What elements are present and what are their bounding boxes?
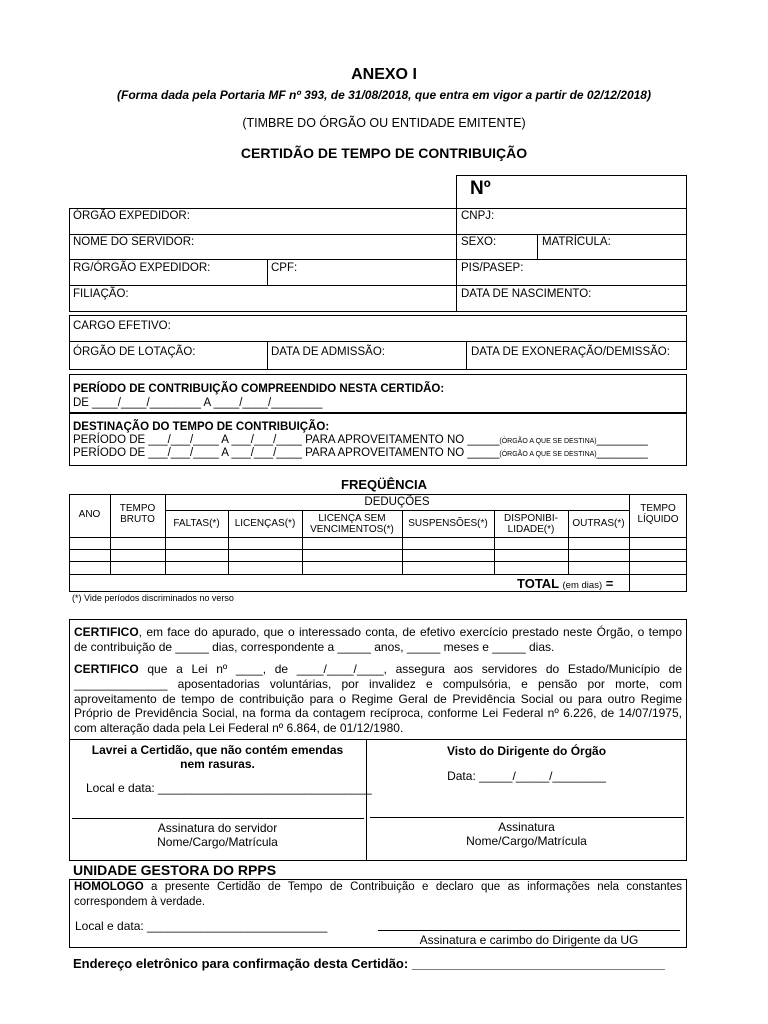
col-tempo-liquido: TEMPO LÍQUIDO [637,503,679,525]
matricula-label: MATRÍCULA: [542,236,611,248]
document-title: CERTIDÃO DE TEMPO DE CONTRIBUIÇÃO [240,145,528,161]
total-label: TOTAL (em dias) = [517,576,614,591]
orgao-expedidor-label: ÓRGÃO EXPEDIDOR: [73,210,190,222]
frequencia-title: FREQÜÊNCIA [341,477,427,492]
sexo-label: SEXO: [461,236,497,248]
local-data-ug: Local e data: ___________________________ [75,919,328,933]
assinatura-ug: Assinatura e carimbo do Dirigente da UG [419,933,639,947]
unidade-gestora-heading: UNIDADE GESTORA DO RPPS [73,862,277,878]
lotacao-label: ÓRGÃO DE LOTAÇÃO: [73,346,196,358]
cnpj-label: CNPJ: [461,210,495,222]
endereco-eletronico: Endereço eletrônico para confirmação desta Certidão: ___________________________________ [73,956,665,971]
annex-title: ANEXO I [351,66,417,83]
visto-dirigente: Visto do Dirigente do Órgão [446,744,607,758]
assinatura-servidor: Assinatura do servidor Nome/Cargo/Matrícula [157,821,278,849]
col-deducoes: DEDUÇÕES [364,496,430,508]
local-data-servidor: Local e data: ________________________________ [86,781,372,795]
periodo-line: DE ____/____/________ A ____/____/________ [73,397,323,409]
nome-servidor-label: NOME DO SERVIDOR: [73,236,195,248]
cpf-label: CPF: [271,262,298,274]
destinacao-line-1: PERÍODO DE ___/___/____ A ___/___/____ PARA APROVEITAMENTO NO _____(ÓRGÃO A QUE SE DESTINA)________ [73,434,648,446]
annex-subtitle: (Forma dada pela Portaria MF nº 393, de 31/08/2018, que entra em vigor a partir de 02/12/2018) [117,88,651,102]
identification-table [69,208,687,312]
lavrei-text: Lavrei a Certidão, que não contém emendas nem rasuras. [91,743,344,771]
certifico-paragraph-2: CERTIFICO que a Lei nº ____, de ____/____/____, assegura aos servidores do Estado/Município de ______________ aposentadorias voluntárias, por invalidez e compulsória, e pensão por morte, com aproveitamento de tempo de contribuição para o Regime Geral de Previdência Social ou para outro Regime Próprio de Previdência Social, na forma da contagem recíproca, conforme Lei Federal nº 6.226, de 14/07/1975, com alteração dada pela Lei Federal nº 6.864, de 01/12/1980. [74,662,682,736]
col-licenca-sem-vencimentos: LICENÇA SEM VENCIMENTOS(*) [310,513,394,535]
col-licencas: LICENÇAS(*) [234,518,296,529]
col-outras: OUTRAS(*) [572,518,625,529]
cargo-label: CARGO EFETIVO: [73,320,171,332]
assinatura-dirigente: Assinatura Nome/Cargo/Matrícula [466,820,587,848]
col-disponibilidade: DISPONIBI- LIDADE(*) [504,513,558,535]
certifico-paragraph-1: CERTIFICO, em face do apurado, que o interessado conta, de efetivo exercício prestado neste Órgão, o tempo de contribuição de _____ dias, correspondente a _____ anos, _____ meses e _____ dias. [74,625,682,654]
frequencia-footnote: (*) Vide períodos discriminados no verso [72,593,234,603]
destinacao-line-2: PERÍODO DE ___/___/____ A ___/___/____ PARA APROVEITAMENTO NO _____(ÓRGÃO A QUE SE DESTINA)________ [73,447,648,459]
col-suspensoes: SUSPENSÕES(*) [408,518,488,529]
pis-label: PIS/PASEP: [461,262,524,274]
homologo-paragraph: HOMOLOGO a presente Certidão de Tempo de Contribuição e declaro que as informações nela constantes correspondem à verdade. [74,881,682,908]
data-visto: Data: _____/_____/________ [447,769,606,783]
exoneracao-label: DATA DE EXONERAÇÃO/DEMISSÃO: [471,346,670,358]
admissao-label: DATA DE ADMISSÃO: [271,346,385,358]
timbre-text: (TIMBRE DO ÓRGÃO OU ENTIDADE EMITENTE) [242,116,526,130]
filiacao-label: FILIAÇÃO: [73,288,129,300]
nascimento-label: DATA DE NASCIMENTO: [461,288,592,300]
col-ano: ANO [78,509,101,520]
col-faltas: FALTAS(*) [173,518,220,529]
rg-label: RG/ÓRGÃO EXPEDIDOR: [73,262,211,274]
numero-label: Nº [470,178,491,199]
col-tempo-bruto: TEMPO BRUTO [119,503,156,525]
destinacao-heading: DESTINAÇÃO DO TEMPO DE CONTRIBUIÇÃO: [73,421,330,433]
periodo-heading: PERÍODO DE CONTRIBUIÇÃO COMPREENDIDO NESTA CERTIDÃO: [73,383,445,395]
